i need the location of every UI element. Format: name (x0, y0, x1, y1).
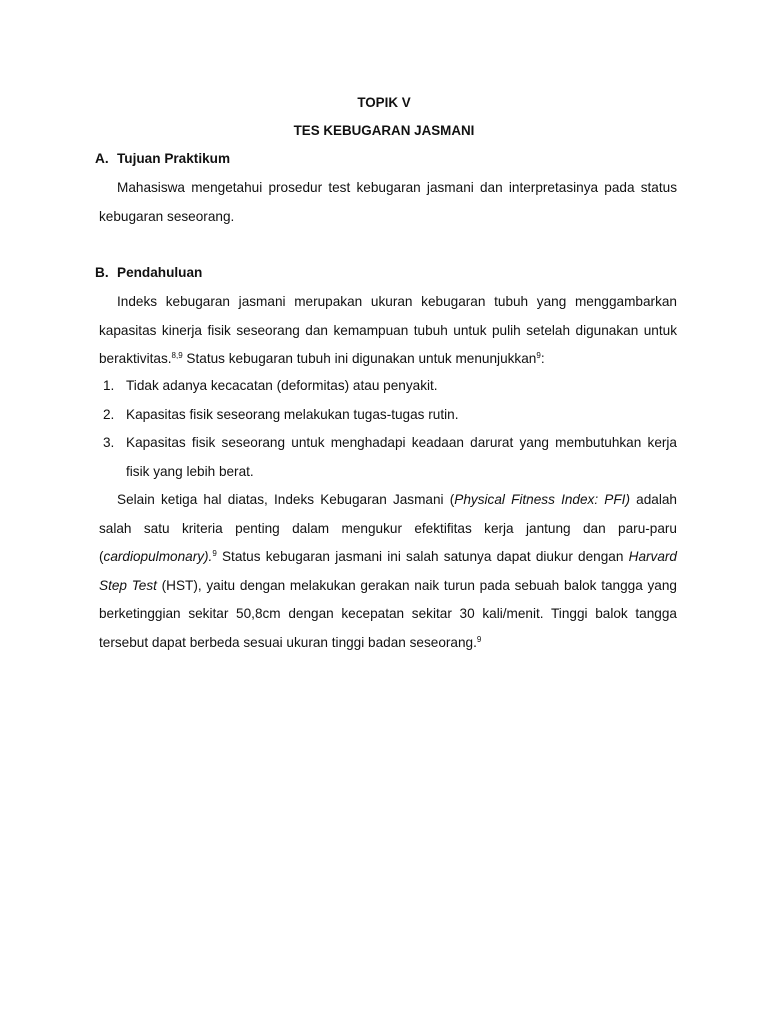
section-a-title: Tujuan Praktikum (117, 151, 231, 166)
paragraph-text: Status kebugaran tubuh ini digunakan untuk menunjukkan (182, 351, 537, 366)
section-a-paragraph: Mahasiswa mengetahui prosedur test kebugaran jasmani dan interpretasinya pada status kebugaran seseorang. (99, 180, 677, 224)
section-b-heading (95, 265, 202, 280)
list-item-number: 2. (103, 406, 115, 422)
italic-term: cardiopulmonary). (103, 549, 213, 564)
citation-superscript: 9 (476, 634, 482, 644)
paragraph-text: Status kebugaran jasmani ini salah satunya dapat diukur dengan (216, 549, 629, 564)
citation-superscript: 8,9 (171, 351, 183, 360)
list-item (99, 401, 677, 430)
italic-term: Harvard Step Test (99, 549, 677, 593)
section-b-letter: B. (95, 265, 109, 280)
italic-term: Physical Fitness Index: PFI) (454, 492, 630, 507)
paragraph-text: adalah salah satu kriteria penting dalam mengukur efektifitas kerja jantung dan paru-paru ( (99, 492, 677, 564)
section-b-title: Pendahuluan (117, 265, 203, 280)
list-item-number: 3. (103, 435, 115, 450)
section-a-letter: A. (95, 151, 109, 166)
list-item-text: Tidak adanya kecacatan (deformitas) atau penyakit. (126, 378, 438, 393)
list-item-text: Kapasitas fisik seseorang untuk menghadapi keadaan darurat yang membutuhkan kerja fisik yang lebih berat. (126, 435, 677, 479)
citation-superscript: 9 (212, 549, 217, 558)
paragraph-text: Selain ketiga hal diatas, Indeks Kebugaran Jasmani ( (117, 492, 455, 507)
list-item-number: 1. (103, 378, 115, 393)
list-item (99, 372, 677, 401)
list-item-text: Kapasitas fisik seseorang melakukan tugas-tugas rutin. (126, 406, 459, 422)
paragraph-text: : (540, 351, 545, 366)
section-b-paragraph-1 (99, 288, 677, 374)
page-title: TES KEBUGARAN JASMANI (293, 123, 475, 138)
section-a-heading (95, 151, 230, 166)
list-item (99, 429, 677, 486)
numbered-list (99, 372, 677, 486)
section-b-paragraph-2 (99, 486, 677, 657)
paragraph-text: Indeks kebugaran jasmani merupakan ukuran kebugaran tubuh yang menggambarkan kapasitas kinerja fisik seseorang dan kemampuan tubuh untuk pulih setelah digunakan untuk beraktivitas. (99, 294, 677, 366)
citation-superscript: 9 (536, 351, 541, 360)
topic-number: TOPIK V (357, 95, 411, 110)
paragraph-text: (HST), yaitu dengan melakukan gerakan naik turun pada sebuah balok tangga yang berketinggian sekitar 50,8cm dengan kecepatan sekitar 30 kali/menit. Tinggi balok tangga tersebut dapat berbeda sesuai ukuran tinggi badan seseorang. (99, 577, 677, 650)
